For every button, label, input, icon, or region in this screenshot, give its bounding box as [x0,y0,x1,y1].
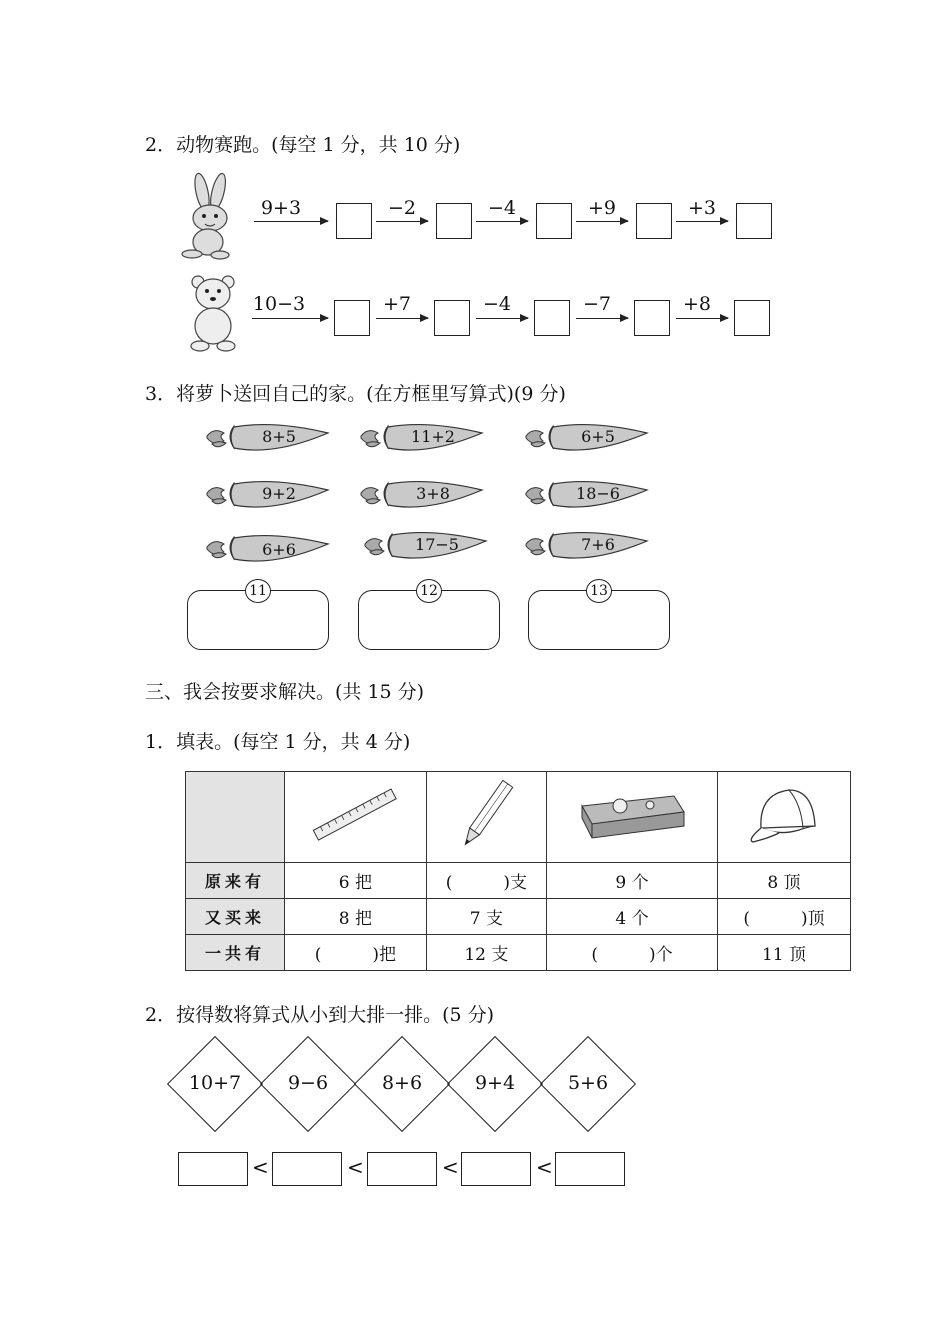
diamond-expression: 9−6 [287,1072,329,1094]
ruler-icon [285,772,427,863]
q3-title: 3．将萝卜送回自己的家。(在方框里写算式)(9 分) [145,383,566,405]
q2-title: 2．动物赛跑。(每空 1 分，共 10 分) [145,134,461,156]
section3-title: 三、我会按要求解决。(共 15 分) [145,681,425,703]
table-cell[interactable]: ( )顶 [717,899,850,935]
table-cell: 6 把 [285,863,427,899]
carrot[interactable] [358,479,488,519]
order-answer-box[interactable] [555,1152,625,1186]
race-op: +8 [682,293,711,315]
race-op: +9 [587,197,616,219]
table-cell: 8 把 [285,899,427,935]
table-cell: 11 顶 [717,935,850,971]
carrot-label: 11+2 [411,427,455,446]
order-answer-box[interactable] [367,1152,437,1186]
rabbit-icon [178,172,244,260]
diamond-expression: 8+6 [381,1072,423,1094]
race-op: +3 [687,197,716,219]
diamond-expression: 10+7 [188,1072,242,1094]
pencil-icon [426,772,546,863]
table-cell: 4 个 [546,899,717,935]
table-cell[interactable]: ( )个 [546,935,717,971]
table-corner [186,772,285,863]
fill-table [185,771,851,971]
race-op: −7 [582,293,611,315]
carrot-label: 8+5 [262,427,296,446]
race-op: 10−3 [252,293,306,315]
carrot-label: 7+6 [581,535,615,554]
diamond-expression: 9+4 [474,1072,516,1094]
home-number: 11 [245,579,271,603]
race-op: +7 [382,293,411,315]
carrot[interactable] [204,479,334,519]
answer-box[interactable] [736,203,772,239]
race-op: −4 [482,293,511,315]
row-label: 原来有 [186,863,285,899]
diamond-expression: 5+6 [567,1072,609,1094]
carrot[interactable] [204,422,334,462]
race-op: −2 [387,197,416,219]
cap-icon [717,772,850,863]
carrot-home-box[interactable] [187,583,329,650]
carrot[interactable] [523,479,653,519]
pencil-case-icon [546,772,717,863]
s3q2-title: 2．按得数将算式从小到大排一排。(5 分) [145,1004,495,1026]
table-cell: 12 支 [426,935,546,971]
carrot[interactable] [523,530,653,570]
carrot-label: 6+5 [581,427,615,446]
answer-box[interactable] [734,300,770,336]
home-number: 13 [586,579,612,603]
order-answer-box[interactable] [461,1152,531,1186]
less-than-sign: < [347,1155,364,1179]
carrot-label: 6+6 [262,540,296,559]
race-op: −4 [487,197,516,219]
order-answer-box[interactable] [272,1152,342,1186]
race-op: 9+3 [260,197,302,219]
carrot-label: 3+8 [416,484,450,503]
carrot[interactable] [523,422,653,462]
carrot-label: 18−6 [576,484,620,503]
less-than-sign: < [536,1155,553,1179]
row-label: 又买来 [186,899,285,935]
table-cell[interactable]: ( )支 [426,863,546,899]
order-answer-box[interactable] [178,1152,248,1186]
carrot-home-box[interactable] [358,583,500,650]
carrot-label: 9+2 [262,484,296,503]
carrot[interactable] [362,530,492,570]
carrot[interactable] [358,422,488,462]
less-than-sign: < [252,1155,269,1179]
table-cell: 7 支 [426,899,546,935]
carrot-label: 17−5 [415,535,459,554]
table-cell: 8 顶 [717,863,850,899]
home-number: 12 [416,579,442,603]
less-than-sign: < [442,1155,459,1179]
table-cell[interactable]: ( )把 [285,935,427,971]
table-cell: 9 个 [546,863,717,899]
s3q1-title: 1．填表。(每空 1 分，共 4 分) [145,731,411,753]
carrot-home-box[interactable] [528,583,670,650]
carrot[interactable] [204,533,334,573]
row-label: 一共有 [186,935,285,971]
